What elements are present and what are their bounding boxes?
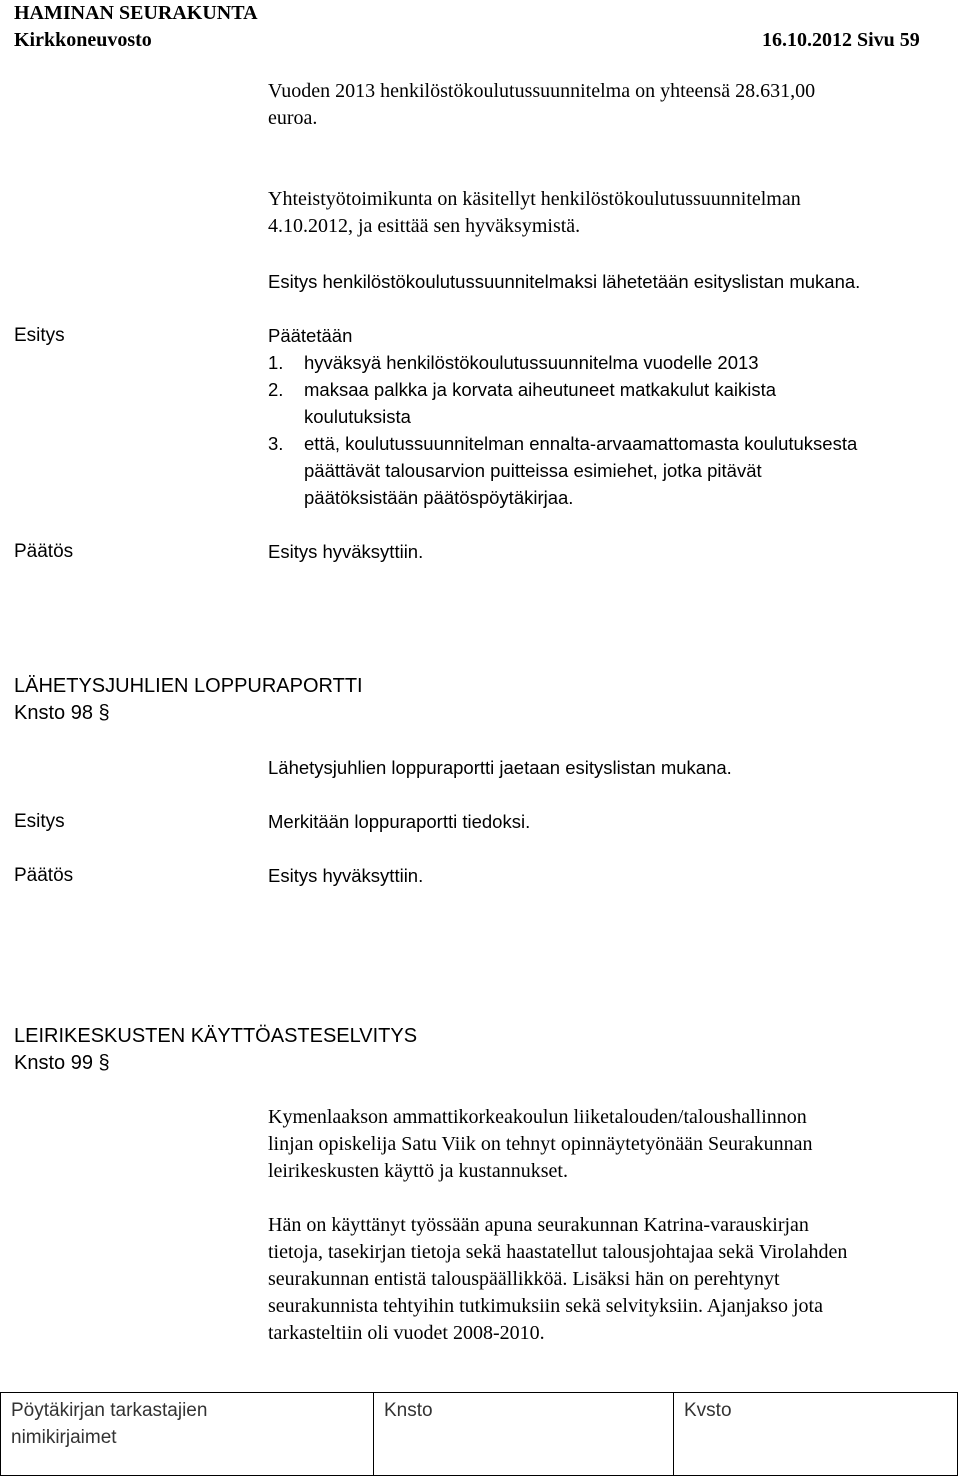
- method-paragraph-line: tietoja, tasekirjan tietoja sekä haastatellut talousjohtajaa sekä Virolahden: [268, 1241, 848, 1263]
- method-paragraph-line: Hän on käyttänyt työssään apuna seurakunnan Katrina-varauskirjan: [268, 1214, 809, 1236]
- list-item-continuation: päätöksistään päätöspöytäkirjaa.: [304, 487, 574, 508]
- section-title-leirikeskukset: LEIRIKESKUSTEN KÄYTTÖASTESELVITYS: [14, 1025, 418, 1047]
- paragraph-committee-line2: 4.10.2012, ja esittää sen hyväksymistä.: [268, 215, 581, 237]
- paatos-text: Esitys hyväksyttiin.: [268, 865, 424, 886]
- date-page: 16.10.2012 Sivu 59: [762, 29, 920, 51]
- paatos-text: Esitys hyväksyttiin.: [268, 541, 424, 562]
- list-item-text: hyväksyä henkilöstökoulutussuunnitelma vuodelle 2013: [304, 352, 759, 373]
- signers-cell: [1, 1393, 374, 1475]
- list-item: [268, 376, 776, 403]
- method-paragraph-line: seurakunnan entistä talouspäällikköä. Lisäksi hän on perehtynyt: [268, 1268, 780, 1290]
- knsto-signature-cell: [374, 1393, 674, 1475]
- thesis-paragraph-line: linjan opiskelija Satu Viik on tehnyt opinnäytetyönään Seurakunnan: [268, 1133, 813, 1155]
- knsto-signature-label: Knsto: [384, 1400, 433, 1421]
- method-paragraph-line: seurakunnista tehtyihin tutkimuksiin sekä selvityksiin. Ajanjakso jota: [268, 1295, 823, 1317]
- knsto-number: Knsto 98 §: [14, 702, 110, 724]
- paragraph-committee-line1: Yhteistyötoimikunta on käsitellyt henkilöstökoulutussuunnitelman: [268, 188, 801, 210]
- esitys-label: Esitys: [14, 811, 65, 832]
- board-name: Kirkkoneuvosto: [14, 29, 152, 51]
- esitys-label: Esitys: [14, 325, 65, 346]
- organization-name: HAMINAN SEURAKUNTA: [14, 2, 258, 24]
- thesis-paragraph-line: leirikeskusten käyttö ja kustannukset.: [268, 1160, 568, 1182]
- report-intro: Lähetysjuhlien loppuraportti jaetaan esityslistan mukana.: [268, 757, 732, 778]
- kvsto-signature-cell: [674, 1393, 957, 1475]
- list-item-text: että, koulutussuunnitelman ennalta-arvaamattomasta koulutuksesta: [304, 433, 858, 454]
- knsto-number: Knsto 99 §: [14, 1052, 110, 1074]
- section-title-lahetysjuhlat: LÄHETYSJUHLIEN LOPPURAPORTTI: [14, 675, 363, 697]
- list-item-number: 2.: [268, 379, 284, 400]
- esitys-text: Merkitään loppuraportti tiedoksi.: [268, 811, 531, 832]
- signers-label-line2: nimikirjaimet: [11, 1427, 117, 1448]
- paatos-label: Päätös: [14, 541, 74, 562]
- list-item: [268, 349, 759, 376]
- thesis-paragraph-line: Kymenlaakson ammattikorkeakoulun liiketalouden/taloushallinnon: [268, 1106, 807, 1128]
- list-item-continuation: koulutuksista: [304, 406, 411, 427]
- signature-table: [0, 1392, 958, 1476]
- list-item-continuation: päättävät talousarvion puitteissa esimiehet, jotka pitävät: [304, 460, 762, 481]
- paatetaan-text: Päätetään: [268, 325, 353, 346]
- signers-label-line1: Pöytäkirjan tarkastajien: [11, 1400, 208, 1421]
- list-item-number: 3.: [268, 433, 284, 454]
- list-item: [268, 430, 857, 457]
- paatos-label: Päätös: [14, 865, 74, 886]
- paragraph-attachment: Esitys henkilöstökoulutussuunnitelmaksi lähetetään esityslistan mukana.: [268, 271, 861, 292]
- kvsto-signature-label: Kvsto: [684, 1400, 732, 1421]
- list-item-number: 1.: [268, 352, 284, 373]
- paragraph-total-line2: euroa.: [268, 107, 318, 129]
- paragraph-total-line1: Vuoden 2013 henkilöstökoulutussuunnitelma on yhteensä 28.631,00: [268, 80, 816, 102]
- method-paragraph-line: tarkasteltiin oli vuodet 2008-2010.: [268, 1322, 545, 1344]
- list-item-text: maksaa palkka ja korvata aiheutuneet matkakulut kaikista: [304, 379, 777, 400]
